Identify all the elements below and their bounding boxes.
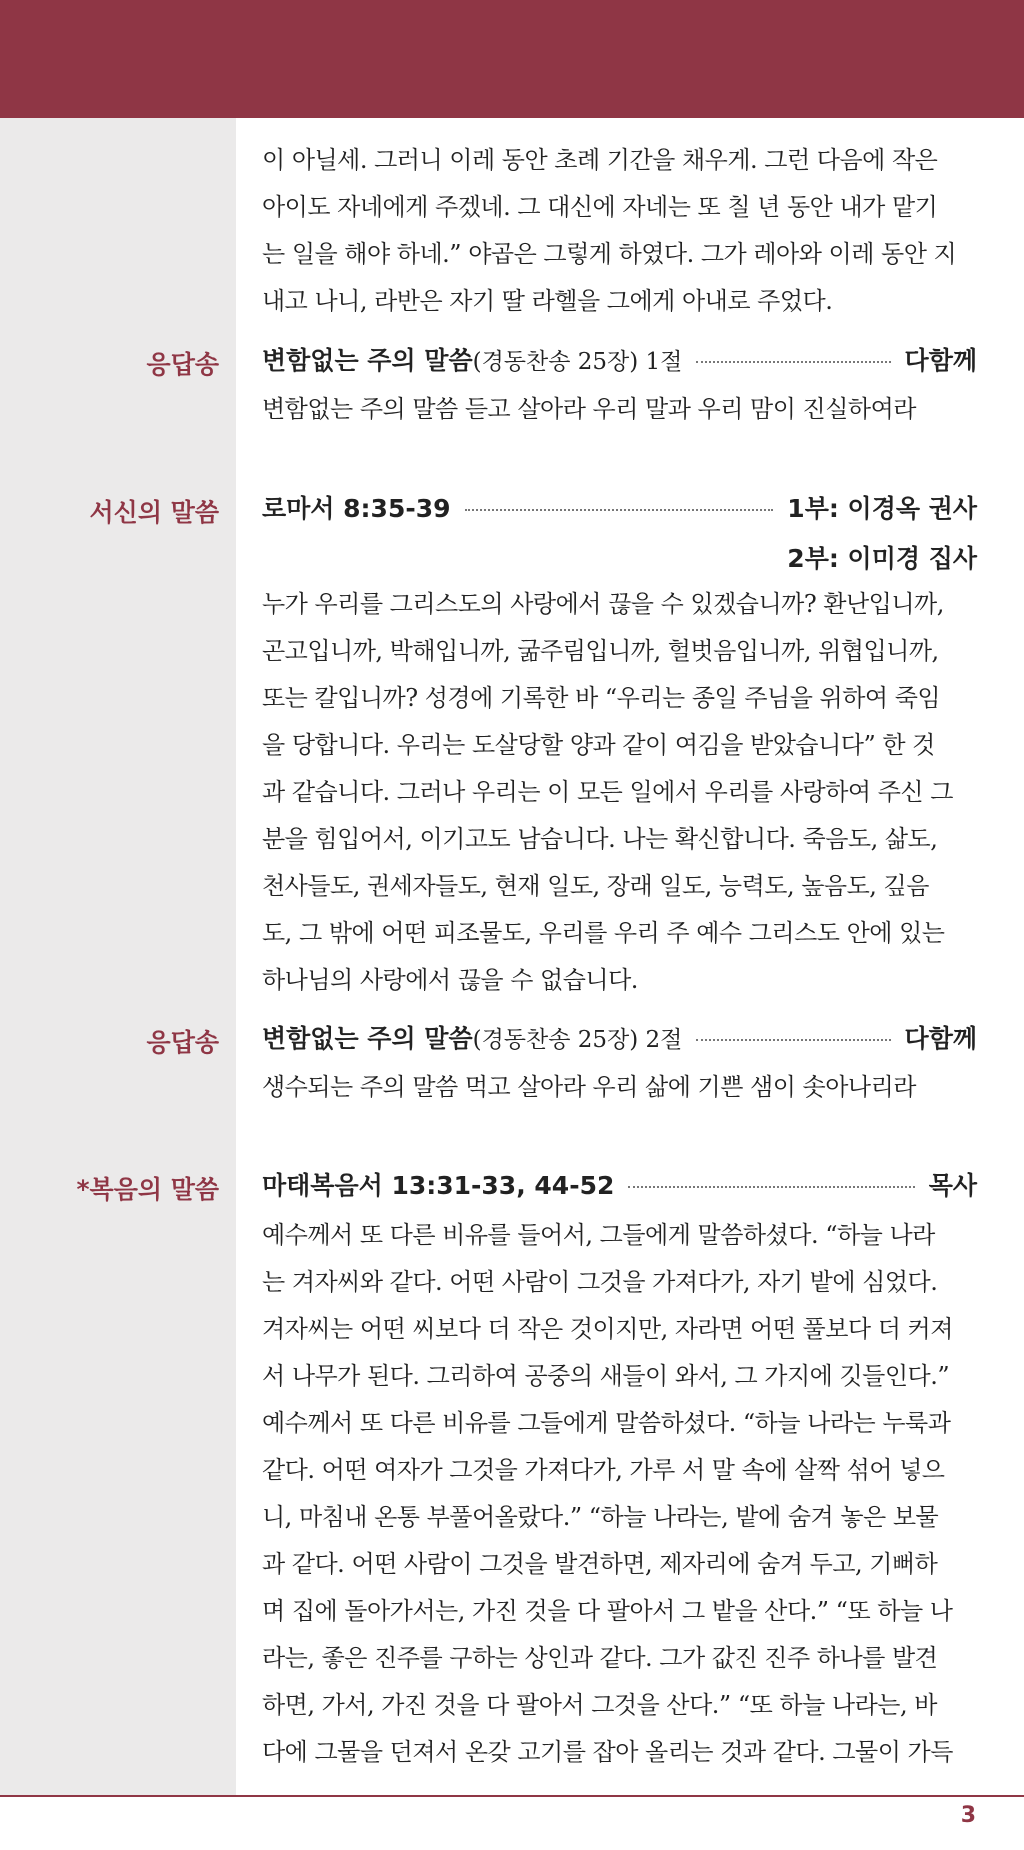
reader-dots (628, 1186, 914, 1188)
header-band (0, 0, 1024, 118)
passage-line: 는 겨자씨와 같다. 어떤 사람이 그것을 가져다가, 자기 밭에 심었다. (262, 1268, 938, 1296)
passage-line: 누가 우리를 그리스도의 사랑에서 끊을 수 있겠습니까? 환난입니까, (262, 590, 944, 618)
gospel-reference-row (262, 1166, 977, 1202)
gospel-text (262, 1212, 977, 1776)
passage-line: 예수께서 또 다른 비유를 들어서, 그들에게 말씀하셨다. “하늘 나라 (262, 1221, 935, 1249)
leader-dots (696, 1039, 890, 1041)
epistle-section (262, 489, 977, 575)
passage-line: 겨자씨는 어떤 씨보다 더 작은 것이지만, 자라면 어떤 풀보다 더 커져 (262, 1315, 953, 1343)
gospel-label: *복음의 말씀 (76, 1175, 219, 1204)
passage-line: 분을 힘입어서, 이기고도 남습니다. 나는 확신합니다. 죽음도, 삶도, (262, 825, 938, 853)
passage-line: 는 일을 해야 하네.” 야곱은 그렇게 하였다. 그가 레아와 이레 동안 지 (262, 240, 957, 268)
passage-line: 또는 칼입니까? 성경에 기록한 바 “우리는 종일 주님을 위하여 죽임 (262, 684, 941, 712)
passage-line: 서 나무가 된다. 그리하여 공중의 새들이 와서, 그 가지에 깃들인다.” (262, 1362, 950, 1390)
gospel-reader: 목사 (928, 1171, 977, 1200)
passage-line: 곤고입니까, 박해입니까, 굶주림입니까, 헐벗음입니까, 위협입니까, (262, 637, 939, 665)
passage-line: 과 같다. 어떤 사람이 그것을 발견하면, 제자리에 숨겨 두고, 기뻐하 (262, 1550, 938, 1578)
passage-line: 하면, 가서, 가진 것을 다 팔아서 그것을 산다.” “또 하늘 나라는, 바 (262, 1691, 937, 1719)
passage-line: 도, 그 밖에 어떤 피조물도, 우리를 우리 주 예수 그리스도 안에 있는 (262, 919, 945, 947)
hymn-number: (경동찬송 25장) 1절 (472, 349, 683, 375)
passage-line: 예수께서 또 다른 비유를 그들에게 말씀하셨다. “하늘 나라는 누룩과 (262, 1409, 951, 1437)
passage-line: 같다. 어떤 여자가 그것을 가져다가, 가루 서 말 속에 살짝 섞어 넣으 (262, 1456, 945, 1484)
epistle-reference: 로마서 8:35-39 (262, 494, 451, 523)
passage-line: 며 집에 돌아가서는, 가진 것을 다 팔아서 그 밭을 산다.” “또 하늘 나 (262, 1597, 953, 1625)
passage-line: 내고 나니, 라반은 자기 딸 라헬을 그에게 아내로 주었다. (262, 287, 833, 315)
hymn-lyrics: 변함없는 주의 말씀 듣고 살아라 우리 말과 우리 맘이 진실하여라 (262, 395, 916, 423)
reader-dots (465, 509, 774, 511)
epistle-text (262, 581, 977, 1004)
top-passage (262, 137, 977, 325)
passage-line: 을 당합니다. 우리는 도살당할 양과 같이 여김을 받았습니다” 한 것 (262, 731, 935, 759)
passage-line: 아이도 자네에게 주겠네. 그 대신에 자네는 또 칠 년 동안 내가 맡기 (262, 193, 938, 221)
leader-dots (696, 361, 890, 363)
passage-line: 니, 마침내 온통 부풀어올랐다.” “하늘 나라는, 밭에 숨겨 놓은 보물 (262, 1503, 939, 1531)
passage-line: 과 같습니다. 그러나 우리는 이 모든 일에서 우리를 사랑하여 주신 그 (262, 778, 953, 806)
hymn-title: 변함없는 주의 말씀 (262, 346, 473, 375)
reader-2: 2부: 이미경 집사 (787, 544, 977, 573)
hymn-title: 변함없는 주의 말씀 (262, 1024, 473, 1053)
gospel-reference: 마태복음서 13:31-33, 44-52 (262, 1171, 615, 1200)
footer-rule (0, 1795, 1024, 1797)
hymn-lyrics: 생수되는 주의 말씀 먹고 살아라 우리 삶에 기쁜 샘이 솟아나리라 (262, 1073, 916, 1101)
response-title-row (262, 1019, 977, 1055)
passage-line: 천사들도, 권세자들도, 현재 일도, 장래 일도, 능력도, 높음도, 깊음 (262, 872, 929, 900)
leader-name: 다함께 (904, 1024, 977, 1053)
passage-line: 하나님의 사랑에서 끊을 수 없습니다. (262, 966, 638, 994)
passage-line: 다에 그물을 던져서 온갖 고기를 잡아 올리는 것과 같다. 그물이 가득 (262, 1738, 953, 1766)
hymn-number: (경동찬송 25장) 2절 (472, 1027, 683, 1053)
passage-line: 라는, 좋은 진주를 구하는 상인과 같다. 그가 값진 진주 하나를 발견 (262, 1644, 938, 1672)
gospel-section (262, 1166, 977, 1202)
response-section (262, 341, 977, 424)
response-label: 응답송 (146, 350, 219, 379)
response-section (262, 1019, 977, 1102)
page-number: 3 (960, 1803, 976, 1828)
leader-name: 다함께 (904, 346, 977, 375)
epistle-reference-row (262, 489, 977, 525)
response-label: 응답송 (146, 1028, 219, 1057)
response-title-row (262, 341, 977, 377)
passage-line: 이 아닐세. 그러니 이레 동안 초례 기간을 채우게. 그런 다음에 작은 (262, 146, 938, 174)
reader-1: 1부: 이경옥 권사 (787, 494, 977, 523)
epistle-label: 서신의 말씀 (89, 498, 219, 527)
